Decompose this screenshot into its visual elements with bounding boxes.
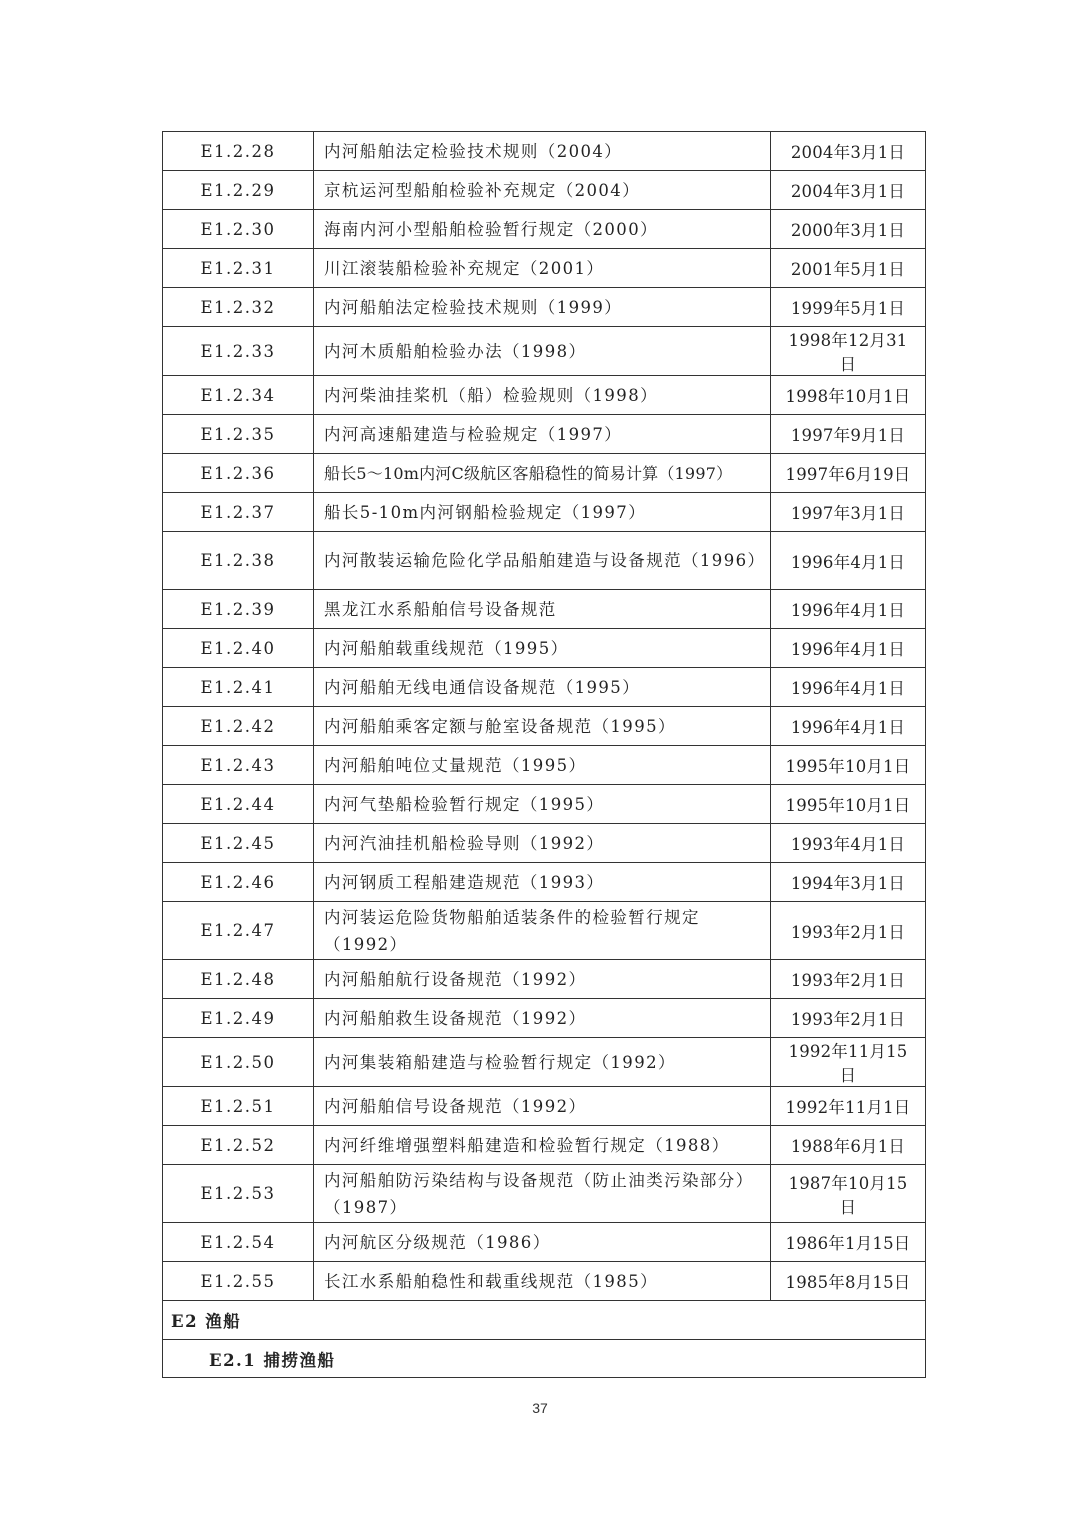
table-row <box>163 132 926 171</box>
row-date: 1993年4月1日 <box>771 824 926 863</box>
row-title: 内河柴油挂桨机（船）检验规则（1998） <box>314 376 771 415</box>
row-date: 1995年10月1日 <box>771 785 926 824</box>
row-title: 川江滚装船检验补充规定（2001） <box>314 249 771 288</box>
row-date: 1987年10月15日 <box>771 1165 926 1223</box>
row-date: 1999年5月1日 <box>771 288 926 327</box>
row-title: 内河高速船建造与检验规定（1997） <box>314 415 771 454</box>
row-code: E1.2.48 <box>163 960 314 999</box>
row-code: E1.2.38 <box>163 532 314 590</box>
row-title: 内河装运危险货物船舶适装条件的检验暂行规定（1992） <box>314 902 771 960</box>
table-row <box>163 249 926 288</box>
row-date: 1996年4月1日 <box>771 629 926 668</box>
row-date: 1996年4月1日 <box>771 668 926 707</box>
row-title: 内河集装箱船建造与检验暂行规定（1992） <box>314 1038 771 1087</box>
row-title: 内河木质船舶检验办法（1998） <box>314 327 771 376</box>
row-code: E1.2.37 <box>163 493 314 532</box>
row-code: E1.2.41 <box>163 668 314 707</box>
row-title: 内河船舶法定检验技术规则（2004） <box>314 132 771 171</box>
row-title: 内河钢质工程船建造规范（1993） <box>314 863 771 902</box>
row-date: 1996年4月1日 <box>771 532 926 590</box>
row-title: 内河船舶航行设备规范（1992） <box>314 960 771 999</box>
row-date: 1998年12月31日 <box>771 327 926 376</box>
row-title: 内河航区分级规范（1986） <box>314 1223 771 1262</box>
row-title: 长江水系船舶稳性和载重线规范（1985） <box>314 1262 771 1301</box>
row-code: E1.2.46 <box>163 863 314 902</box>
row-title: 内河船舶救生设备规范（1992） <box>314 999 771 1038</box>
row-code: E1.2.28 <box>163 132 314 171</box>
row-title: 内河船舶乘客定额与舱室设备规范（1995） <box>314 707 771 746</box>
row-date: 1992年11月15日 <box>771 1038 926 1087</box>
table-row <box>163 863 926 902</box>
table-row <box>163 327 926 376</box>
table-row <box>163 288 926 327</box>
page-number: 37 <box>532 1400 548 1416</box>
table-row <box>163 376 926 415</box>
row-title: 内河气垫船检验暂行规定（1995） <box>314 785 771 824</box>
table-row <box>163 1038 926 1087</box>
table-row <box>163 707 926 746</box>
row-date: 1993年2月1日 <box>771 999 926 1038</box>
row-date: 1994年3月1日 <box>771 863 926 902</box>
regulation-table-body <box>163 132 926 1378</box>
table-row <box>163 590 926 629</box>
row-title: 海南内河小型船舶检验暂行规定（2000） <box>314 210 771 249</box>
row-code: E1.2.36 <box>163 454 314 493</box>
row-code: E1.2.55 <box>163 1262 314 1301</box>
row-date: 1993年2月1日 <box>771 960 926 999</box>
row-date: 2000年3月1日 <box>771 210 926 249</box>
row-code: E1.2.44 <box>163 785 314 824</box>
row-code: E1.2.35 <box>163 415 314 454</box>
row-code: E1.2.33 <box>163 327 314 376</box>
row-code: E1.2.31 <box>163 249 314 288</box>
row-date: 1998年10月1日 <box>771 376 926 415</box>
row-code: E1.2.40 <box>163 629 314 668</box>
row-date: 1986年1月15日 <box>771 1223 926 1262</box>
row-title: 京杭运河型船舶检验补充规定（2004） <box>314 171 771 210</box>
row-title: 内河船舶吨位丈量规范（1995） <box>314 746 771 785</box>
table-row <box>163 668 926 707</box>
row-code: E1.2.43 <box>163 746 314 785</box>
row-date: 1985年8月15日 <box>771 1262 926 1301</box>
table-row <box>163 1165 926 1223</box>
table-row <box>163 493 926 532</box>
row-code: E1.2.52 <box>163 1126 314 1165</box>
row-title: 内河船舶信号设备规范（1992） <box>314 1087 771 1126</box>
row-title: 船长5～10m内河C级航区客船稳性的简易计算（1997） <box>314 454 771 493</box>
row-code: E1.2.47 <box>163 902 314 960</box>
row-title: 内河船舶法定检验技术规则（1999） <box>314 288 771 327</box>
table-row <box>163 629 926 668</box>
table-row <box>163 902 926 960</box>
row-title: 内河船舶无线电通信设备规范（1995） <box>314 668 771 707</box>
table-row <box>163 171 926 210</box>
table-row <box>163 746 926 785</box>
table-row <box>163 454 926 493</box>
table-row <box>163 824 926 863</box>
subsection-heading-row <box>163 1340 926 1378</box>
row-code: E1.2.53 <box>163 1165 314 1223</box>
row-title: 内河纤维增强塑料船建造和检验暂行规定（1988） <box>314 1126 771 1165</box>
row-title: 内河船舶载重线规范（1995） <box>314 629 771 668</box>
row-date: 1988年6月1日 <box>771 1126 926 1165</box>
row-code: E1.2.45 <box>163 824 314 863</box>
row-code: E1.2.39 <box>163 590 314 629</box>
table-row <box>163 785 926 824</box>
table-row <box>163 1262 926 1301</box>
table-row <box>163 960 926 999</box>
row-date: 1996年4月1日 <box>771 590 926 629</box>
table-row <box>163 999 926 1038</box>
row-code: E1.2.50 <box>163 1038 314 1087</box>
row-title: 黑龙江水系船舶信号设备规范 <box>314 590 771 629</box>
row-code: E1.2.49 <box>163 999 314 1038</box>
row-code: E1.2.34 <box>163 376 314 415</box>
row-code: E1.2.32 <box>163 288 314 327</box>
table-row <box>163 1223 926 1262</box>
row-title: 船长5-10m内河钢船检验规定（1997） <box>314 493 771 532</box>
regulation-table <box>162 131 926 1378</box>
row-code: E1.2.30 <box>163 210 314 249</box>
row-code: E1.2.51 <box>163 1087 314 1126</box>
row-date: 1997年9月1日 <box>771 415 926 454</box>
row-title: 内河散装运输危险化学品船舶建造与设备规范（1996） <box>314 532 771 590</box>
row-code: E1.2.54 <box>163 1223 314 1262</box>
row-date: 1996年4月1日 <box>771 707 926 746</box>
table-row <box>163 532 926 590</box>
subsection-heading: E2.1 捕捞渔船 <box>163 1340 926 1378</box>
row-code: E1.2.42 <box>163 707 314 746</box>
row-date: 2004年3月1日 <box>771 171 926 210</box>
table-row <box>163 1087 926 1126</box>
row-title: 内河汽油挂机船检验导则（1992） <box>314 824 771 863</box>
row-date: 1993年2月1日 <box>771 902 926 960</box>
table-row <box>163 210 926 249</box>
row-date: 2001年5月1日 <box>771 249 926 288</box>
section-heading-row <box>163 1301 926 1340</box>
row-title: 内河船舶防污染结构与设备规范（防止油类污染部分）（1987） <box>314 1165 771 1223</box>
section-heading: E2 渔船 <box>163 1301 926 1340</box>
row-date: 1997年3月1日 <box>771 493 926 532</box>
table-row <box>163 1126 926 1165</box>
row-date: 2004年3月1日 <box>771 132 926 171</box>
row-date: 1995年10月1日 <box>771 746 926 785</box>
table-row <box>163 415 926 454</box>
row-date: 1997年6月19日 <box>771 454 926 493</box>
row-code: E1.2.29 <box>163 171 314 210</box>
row-date: 1992年11月1日 <box>771 1087 926 1126</box>
